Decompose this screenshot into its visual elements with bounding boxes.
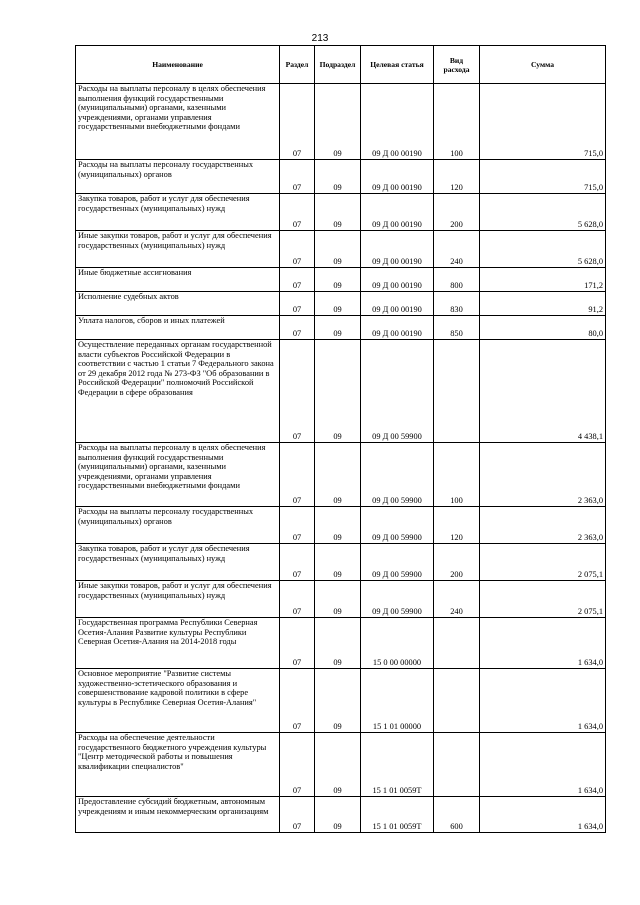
- row-amount-cell: 2 363,0: [480, 507, 606, 544]
- row-expense-kind-cell: 830: [434, 292, 480, 316]
- header-section: Раздел: [280, 46, 315, 84]
- row-amount-cell: 80,0: [480, 316, 606, 340]
- row-section-cell: 07: [280, 292, 315, 316]
- row-name-cell: Осуществление переданных органам государственной власти субъектов Российской Федерации в соответствии с частью 1 статьи 7 Федерального закона от 29 декабря 2012 года № 273-ФЗ "Об образовании в Российской Федерации" полномочий Российской Федерации в сфере образования: [76, 340, 280, 443]
- row-subsection-cell: 09: [315, 581, 361, 618]
- table-row: [76, 268, 606, 292]
- row-subsection-cell: 09: [315, 231, 361, 268]
- row-target-article-cell: 09 Д 00 00190: [361, 84, 434, 160]
- row-subsection-cell: 09: [315, 292, 361, 316]
- row-section-cell: 07: [280, 581, 315, 618]
- row-name-cell: Иные бюджетные ассигнования: [76, 268, 280, 292]
- row-target-article-cell: 09 Д 00 59900: [361, 507, 434, 544]
- row-amount-cell: 715,0: [480, 160, 606, 194]
- row-expense-kind-cell: [434, 340, 480, 443]
- row-name-cell: Уплата налогов, сборов и иных платежей: [76, 316, 280, 340]
- table-row: [76, 340, 606, 443]
- row-expense-kind-cell: 200: [434, 194, 480, 231]
- row-subsection-cell: 09: [315, 669, 361, 733]
- row-target-article-cell: 09 Д 00 00190: [361, 292, 434, 316]
- row-amount-cell: 171,2: [480, 268, 606, 292]
- row-expense-kind-cell: [434, 618, 480, 669]
- row-name-cell: Иные закупки товаров, работ и услуг для обеспечения государственных (муниципальных) нужд: [76, 231, 280, 268]
- row-amount-cell: 5 628,0: [480, 194, 606, 231]
- row-name-cell: Основное мероприятие "Развитие системы художественно-эстетического образования и совершенствование кадровой политики в сфере культуры в Республике Северная Осетия-Алания": [76, 669, 280, 733]
- row-name-cell: Расходы на выплаты персоналу в целях обеспечения выполнения функций государственными (муниципальными) органами, казенными учреждениями, органами управления государственными внебюджетными фондами: [76, 443, 280, 507]
- table-row: [76, 618, 606, 669]
- row-subsection-cell: 09: [315, 194, 361, 231]
- row-section-cell: 07: [280, 231, 315, 268]
- row-target-article-cell: 09 Д 00 59900: [361, 544, 434, 581]
- row-name-cell: Расходы на выплаты персоналу в целях обеспечения выполнения функций государственными (муниципальными) органами, казенными учреждениями, органами управления государственными внебюджетными фондами: [76, 84, 280, 160]
- row-section-cell: 07: [280, 268, 315, 292]
- header-target-article: Целевая статья: [361, 46, 434, 84]
- row-subsection-cell: 09: [315, 340, 361, 443]
- table-row: [76, 84, 606, 160]
- header-subsection: Подраздел: [315, 46, 361, 84]
- row-expense-kind-cell: 240: [434, 581, 480, 618]
- row-section-cell: 07: [280, 316, 315, 340]
- header-amount: Сумма: [480, 46, 606, 84]
- row-section-cell: 07: [280, 618, 315, 669]
- row-section-cell: 07: [280, 443, 315, 507]
- table-row: [76, 669, 606, 733]
- row-name-cell: Расходы на выплаты персоналу государственных (муниципальных) органов: [76, 507, 280, 544]
- row-amount-cell: 1 634,0: [480, 669, 606, 733]
- row-subsection-cell: 09: [315, 733, 361, 797]
- row-expense-kind-cell: 240: [434, 231, 480, 268]
- row-amount-cell: 4 438,1: [480, 340, 606, 443]
- row-target-article-cell: 09 Д 00 00190: [361, 194, 434, 231]
- table-row: [76, 443, 606, 507]
- table-row: [76, 231, 606, 268]
- row-name-cell: Закупка товаров, работ и услуг для обеспечения государственных (муниципальных) нужд: [76, 194, 280, 231]
- row-amount-cell: 715,0: [480, 84, 606, 160]
- row-section-cell: 07: [280, 797, 315, 833]
- row-section-cell: 07: [280, 733, 315, 797]
- row-section-cell: 07: [280, 84, 315, 160]
- table-row: [76, 797, 606, 833]
- table-row: [76, 292, 606, 316]
- row-subsection-cell: 09: [315, 160, 361, 194]
- row-amount-cell: 2 363,0: [480, 443, 606, 507]
- row-subsection-cell: 09: [315, 797, 361, 833]
- table-row: [76, 544, 606, 581]
- row-expense-kind-cell: 850: [434, 316, 480, 340]
- row-target-article-cell: 15 1 01 0059Т: [361, 797, 434, 833]
- table-row: [76, 733, 606, 797]
- row-subsection-cell: 09: [315, 268, 361, 292]
- row-expense-kind-cell: 600: [434, 797, 480, 833]
- row-subsection-cell: 09: [315, 544, 361, 581]
- row-expense-kind-cell: 100: [434, 443, 480, 507]
- budget-table: [75, 45, 606, 833]
- row-amount-cell: 2 075,1: [480, 581, 606, 618]
- row-target-article-cell: 15 0 00 00000: [361, 618, 434, 669]
- page-number: 213: [311, 33, 329, 44]
- row-target-article-cell: 09 Д 00 00190: [361, 268, 434, 292]
- row-target-article-cell: 09 Д 00 59900: [361, 581, 434, 618]
- row-section-cell: 07: [280, 507, 315, 544]
- row-amount-cell: 91,2: [480, 292, 606, 316]
- row-expense-kind-cell: 100: [434, 84, 480, 160]
- row-name-cell: Расходы на обеспечение деятельности государственного бюджетного учреждения культуры "Центр методической работы и повышения квалификации специалистов": [76, 733, 280, 797]
- table-header-row: [76, 46, 606, 84]
- row-amount-cell: 1 634,0: [480, 797, 606, 833]
- row-name-cell: Государственная программа Республики Северная Осетия-Алания Развитие культуры Республики Северная Осетия-Алания на 2014-2018 годы: [76, 618, 280, 669]
- table-row: [76, 507, 606, 544]
- table-body: [76, 84, 606, 833]
- row-expense-kind-cell: 800: [434, 268, 480, 292]
- row-name-cell: Расходы на выплаты персоналу государственных (муниципальных) органов: [76, 160, 280, 194]
- header-expense-kind: Вид расхода: [434, 46, 480, 84]
- row-section-cell: 07: [280, 544, 315, 581]
- row-name-cell: Иные закупки товаров, работ и услуг для обеспечения государственных (муниципальных) нужд: [76, 581, 280, 618]
- table-row: [76, 316, 606, 340]
- row-section-cell: 07: [280, 194, 315, 231]
- row-amount-cell: 1 634,0: [480, 618, 606, 669]
- row-subsection-cell: 09: [315, 443, 361, 507]
- row-expense-kind-cell: [434, 733, 480, 797]
- row-target-article-cell: 15 1 01 0059Т: [361, 733, 434, 797]
- row-section-cell: 07: [280, 340, 315, 443]
- row-amount-cell: 1 634,0: [480, 733, 606, 797]
- row-section-cell: 07: [280, 160, 315, 194]
- row-target-article-cell: 09 Д 00 00190: [361, 160, 434, 194]
- header-name: Наименование: [76, 46, 280, 84]
- table-row: [76, 581, 606, 618]
- row-name-cell: Закупка товаров, работ и услуг для обеспечения государственных (муниципальных) нужд: [76, 544, 280, 581]
- row-target-article-cell: 09 Д 00 00190: [361, 316, 434, 340]
- row-expense-kind-cell: 200: [434, 544, 480, 581]
- row-subsection-cell: 09: [315, 618, 361, 669]
- row-expense-kind-cell: [434, 669, 480, 733]
- row-expense-kind-cell: 120: [434, 160, 480, 194]
- row-section-cell: 07: [280, 669, 315, 733]
- row-subsection-cell: 09: [315, 316, 361, 340]
- row-target-article-cell: 09 Д 00 00190: [361, 231, 434, 268]
- row-name-cell: Исполнение судебных актов: [76, 292, 280, 316]
- row-target-article-cell: 09 Д 00 59900: [361, 340, 434, 443]
- table-row: [76, 194, 606, 231]
- row-amount-cell: 5 628,0: [480, 231, 606, 268]
- row-expense-kind-cell: 120: [434, 507, 480, 544]
- table-row: [76, 160, 606, 194]
- row-target-article-cell: 09 Д 00 59900: [361, 443, 434, 507]
- row-subsection-cell: 09: [315, 507, 361, 544]
- row-target-article-cell: 15 1 01 00000: [361, 669, 434, 733]
- row-name-cell: Предоставление субсидий бюджетным, автономным учреждениям и иным некоммерческим организациям: [76, 797, 280, 833]
- row-subsection-cell: 09: [315, 84, 361, 160]
- row-amount-cell: 2 075,1: [480, 544, 606, 581]
